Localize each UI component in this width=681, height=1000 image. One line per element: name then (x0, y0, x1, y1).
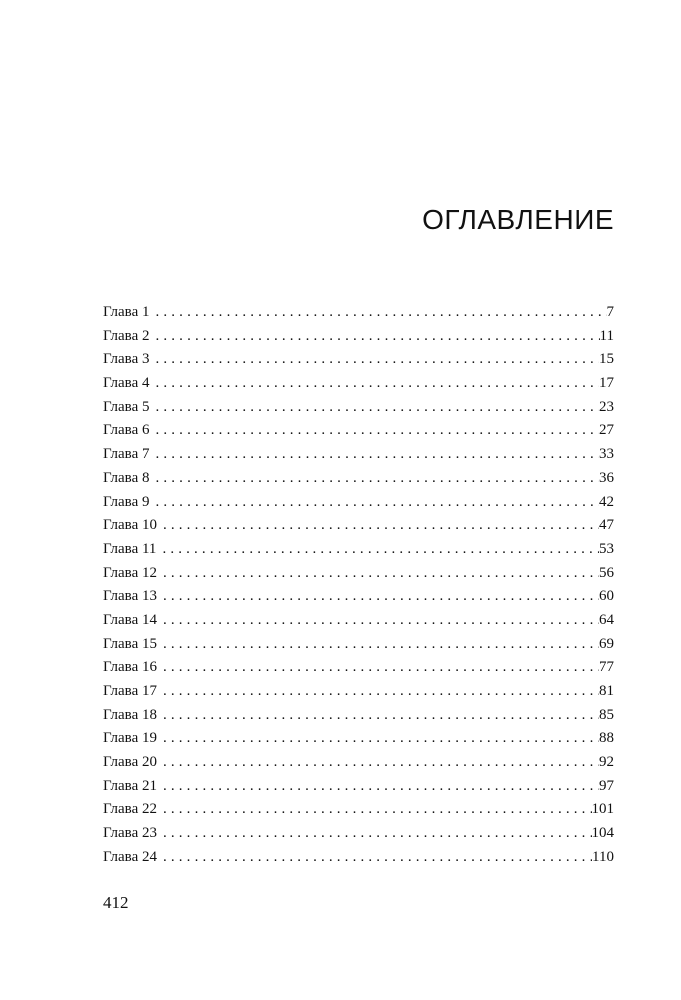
toc-leader-dots (149, 467, 599, 491)
toc-leader-dots (157, 704, 599, 728)
toc-leader-dots (157, 633, 599, 657)
toc-entry[interactable] (103, 727, 614, 751)
toc-leader-dots (157, 751, 599, 775)
toc-entry[interactable] (103, 301, 614, 325)
toc-entry[interactable] (103, 491, 614, 515)
toc-leader-dots (157, 846, 592, 870)
toc-leader-dots (157, 609, 599, 633)
toc-entry-page: 110 (592, 848, 614, 865)
toc-entry-title: Глава 17 (103, 683, 157, 699)
toc-entry-title: Глава 9 (103, 493, 150, 510)
toc-entry-title: Глава 1 (103, 304, 150, 320)
toc-entry[interactable] (103, 372, 614, 396)
toc-entry-page: 101 (591, 801, 614, 818)
toc-entry-page: 15 (599, 351, 614, 368)
toc-entry-page: 36 (599, 469, 614, 486)
toc-entry-title: Глава 11 (103, 540, 157, 557)
toc-entry[interactable] (103, 396, 614, 420)
toc-entry[interactable] (103, 348, 614, 372)
toc-entry-title: Глава 7 (103, 446, 150, 463)
toc-entry[interactable] (103, 467, 614, 491)
toc-entry-title: Глава 12 (103, 564, 157, 581)
toc-entry[interactable] (103, 751, 614, 775)
page-title: ОГЛАВЛЕНИЕ (422, 204, 614, 235)
toc-entry-page: 11 (599, 327, 614, 344)
toc-entry-page: 33 (599, 446, 614, 463)
toc-entry[interactable] (103, 633, 614, 657)
page-number: 412 (103, 893, 129, 912)
toc-entry-page: 77 (599, 659, 614, 676)
toc-entry[interactable] (103, 443, 614, 467)
toc-leader-dots (157, 585, 599, 609)
toc-entry-title: Глава 14 (103, 611, 157, 628)
toc-entry[interactable] (103, 609, 614, 633)
toc-entry[interactable] (103, 822, 614, 846)
toc-entry-title: Глава 16 (103, 659, 157, 676)
toc-entry-page: 23 (599, 398, 614, 415)
toc-entry[interactable] (103, 585, 614, 609)
toc-entry-page: 27 (599, 422, 614, 439)
toc-leader-dots (157, 656, 599, 680)
toc-entry-title: Глава 21 (103, 777, 157, 794)
toc-leader-dots (157, 680, 599, 704)
toc-entry-title: Глава 5 (103, 398, 150, 415)
toc-entry-page: 47 (599, 517, 614, 534)
toc-entry-title: Глава 6 (103, 422, 150, 439)
toc-leader-dots (157, 727, 599, 751)
toc-entry[interactable] (103, 538, 614, 562)
toc-entry-title: Глава 8 (103, 469, 150, 486)
toc-entry-page: 42 (599, 493, 614, 510)
toc-leader-dots (157, 798, 592, 822)
toc-leader-dots (157, 562, 599, 586)
toc-entry-title: Глава 19 (103, 730, 157, 747)
toc-entry-title: Глава 22 (103, 801, 157, 818)
toc-entry-page: 7 (606, 304, 614, 320)
toc-entry[interactable] (103, 656, 614, 680)
toc-entry-page: 97 (599, 777, 614, 794)
toc-entry[interactable] (103, 798, 614, 822)
toc-leader-dots (149, 325, 599, 349)
toc-entry-page: 85 (599, 706, 614, 723)
toc-leader-dots (149, 396, 599, 420)
toc-entry-title: Глава 10 (103, 517, 157, 534)
toc-leader-dots (157, 822, 592, 846)
toc-entry-page: 17 (599, 375, 614, 392)
toc-leader-dots (149, 348, 599, 372)
toc-leader-dots (157, 775, 599, 799)
toc-entry-page: 88 (599, 730, 614, 747)
toc-entry-page: 104 (591, 825, 614, 842)
toc-entry-title: Глава 18 (103, 706, 157, 723)
toc-leader-dots (149, 372, 599, 396)
toc-leader-dots (149, 301, 606, 325)
toc-entry-title: Глава 20 (103, 754, 157, 771)
toc-entry-page: 53 (599, 540, 614, 557)
toc-leader-dots (149, 443, 599, 467)
toc-entry-title: Глава 23 (103, 825, 157, 842)
toc-entry[interactable] (103, 680, 614, 704)
toc-leader-dots (149, 419, 599, 443)
toc-leader-dots (157, 514, 599, 538)
toc-entry-title: Глава 13 (103, 588, 157, 605)
toc-entry-page: 64 (599, 611, 614, 628)
toc-entry[interactable] (103, 419, 614, 443)
toc-entry[interactable] (103, 775, 614, 799)
toc-entry-title: Глава 4 (103, 375, 150, 392)
toc-entry[interactable] (103, 846, 614, 870)
toc-entry-page: 69 (599, 635, 614, 652)
toc-entry-title: Глава 2 (103, 327, 150, 344)
toc-entry-title: Глава 15 (103, 635, 157, 652)
table-of-contents (103, 301, 614, 870)
toc-leader-dots (156, 538, 599, 562)
toc-entry[interactable] (103, 514, 614, 538)
toc-entry-page: 60 (599, 588, 614, 605)
toc-entry-title: Глава 24 (103, 848, 157, 865)
toc-entry-page: 56 (599, 564, 614, 581)
toc-entry-page: 92 (599, 754, 614, 771)
toc-entry[interactable] (103, 704, 614, 728)
toc-entry-title: Глава 3 (103, 351, 150, 368)
toc-leader-dots (149, 491, 599, 515)
toc-entry[interactable] (103, 325, 614, 349)
toc-entry[interactable] (103, 562, 614, 586)
toc-entry-page: 81 (599, 683, 614, 699)
